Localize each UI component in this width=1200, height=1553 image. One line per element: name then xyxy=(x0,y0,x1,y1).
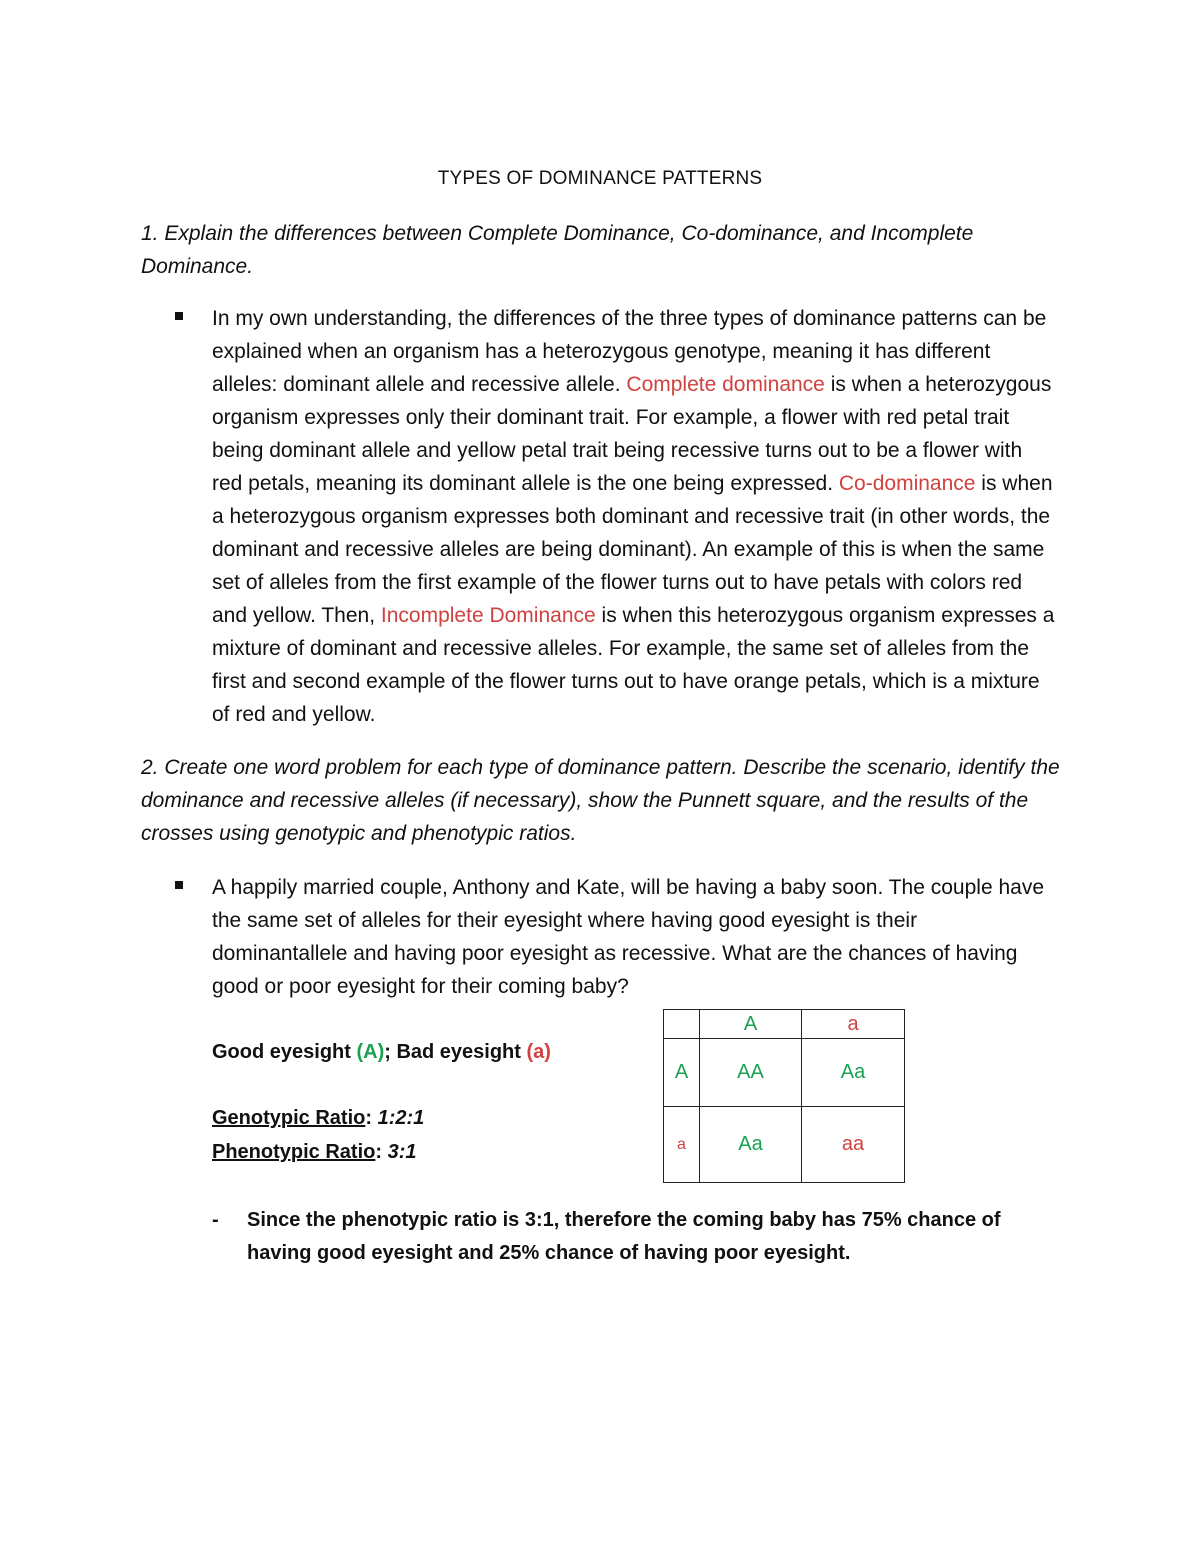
punnett-corner xyxy=(664,1010,700,1039)
punnett-square xyxy=(663,1009,905,1183)
genotypic-ratio-label: Genotypic Ratio xyxy=(212,1107,366,1129)
keyword-co-dominance: Co-dominance xyxy=(838,472,976,495)
answer-1-part-3: is when a heterozygous organism expresses both dominant and recessive trait (in other words, the dominant and recessive alleles are being dominant). An example of this is when the same set of alleles from the first example of the flower turns out to have petals with colors red and yellow. Then, xyxy=(212,472,1053,627)
good-allele: (A) xyxy=(356,1041,385,1063)
phenotypic-ratio-value: 3:1 xyxy=(387,1141,417,1163)
row-header-dominant: A xyxy=(664,1039,700,1107)
col-header-dominant: A xyxy=(700,1010,802,1039)
genotypic-ratio-value: 1:2:1 xyxy=(377,1107,425,1129)
cell-Aa-top: Aa xyxy=(802,1039,905,1107)
keyword-complete-dominance: Complete dominance xyxy=(626,373,825,396)
keyword-incomplete-dominance: Incomplete Dominance xyxy=(380,604,596,627)
genotypic-ratio xyxy=(212,1102,424,1135)
dash-bullet: - xyxy=(212,1209,219,1231)
cell-aa: aa xyxy=(802,1107,905,1183)
question-1: 1. Explain the differences between Complete Dominance, Co-dominance, and Incomplete Dominance. xyxy=(141,222,974,278)
conclusion xyxy=(212,1204,1052,1270)
row-header-recessive: a xyxy=(664,1107,700,1183)
conclusion-text: Since the phenotypic ratio is 3:1, therefore the coming baby has 75% chance of having good eyesight and 25% chance of having poor eyesight. xyxy=(247,1209,1001,1264)
colon: : xyxy=(375,1141,388,1163)
bad-allele: (a) xyxy=(526,1041,551,1063)
answer-1-bullet xyxy=(175,302,1055,731)
phenotypic-ratio-label: Phenotypic Ratio xyxy=(212,1141,376,1163)
answer-2-bullet xyxy=(175,871,1055,1003)
phenotypic-ratio xyxy=(212,1136,416,1169)
square-bullet-icon xyxy=(175,312,183,320)
answer-1-part-1: In my own understanding, the differences of the three types of dominance patterns can be explained when an organism has a heterozygous genotype, meaning it has different alleles: dominant allele and recessive allele. xyxy=(212,307,1047,396)
page-title: TYPES OF DOMINANCE PATTERNS xyxy=(437,168,763,189)
colon: : xyxy=(365,1107,378,1129)
answer-2-text: A happily married couple, Anthony and Kate, will be having a baby soon. The couple have the same set of alleles for their eyesight where having good eyesight is their dominantallele and having poor eyesight as recessive. What are the chances of having good or poor eyesight for their coming baby? xyxy=(212,876,1045,998)
answer-1-text xyxy=(212,302,1055,731)
good-eyesight-label: Good eyesight xyxy=(212,1041,357,1063)
answer-1-part-4: is when this heterozygous organism expresses a mixture of dominant and recessive alleles. For example, the same set of alleles from the first and second example of the flower turns out to have orange petals, which is a mixture of red and yellow. xyxy=(212,604,1055,726)
col-header-recessive: a xyxy=(802,1010,905,1039)
answer-1-part-2: is when a heterozygous organism expresses only their dominant trait. For example, a flower with red petal trait being dominant allele and yellow petal trait being recessive turns out to be a flower with red petals, meaning its dominant allele is the one being expressed. xyxy=(212,373,1052,495)
cell-Aa-bottom: Aa xyxy=(700,1107,802,1183)
bad-eyesight-label: ; Bad eyesight xyxy=(384,1041,527,1063)
square-bullet-icon xyxy=(175,881,183,889)
cell-AA: AA xyxy=(700,1039,802,1107)
question-2: 2. Create one word problem for each type of dominance pattern. Describe the scenario, identify the dominance and recessive alleles (if necessary), show the Punnett square, and the results of the crosses using genotypic and phenotypic ratios. xyxy=(141,756,1060,845)
allele-legend xyxy=(212,1036,551,1069)
